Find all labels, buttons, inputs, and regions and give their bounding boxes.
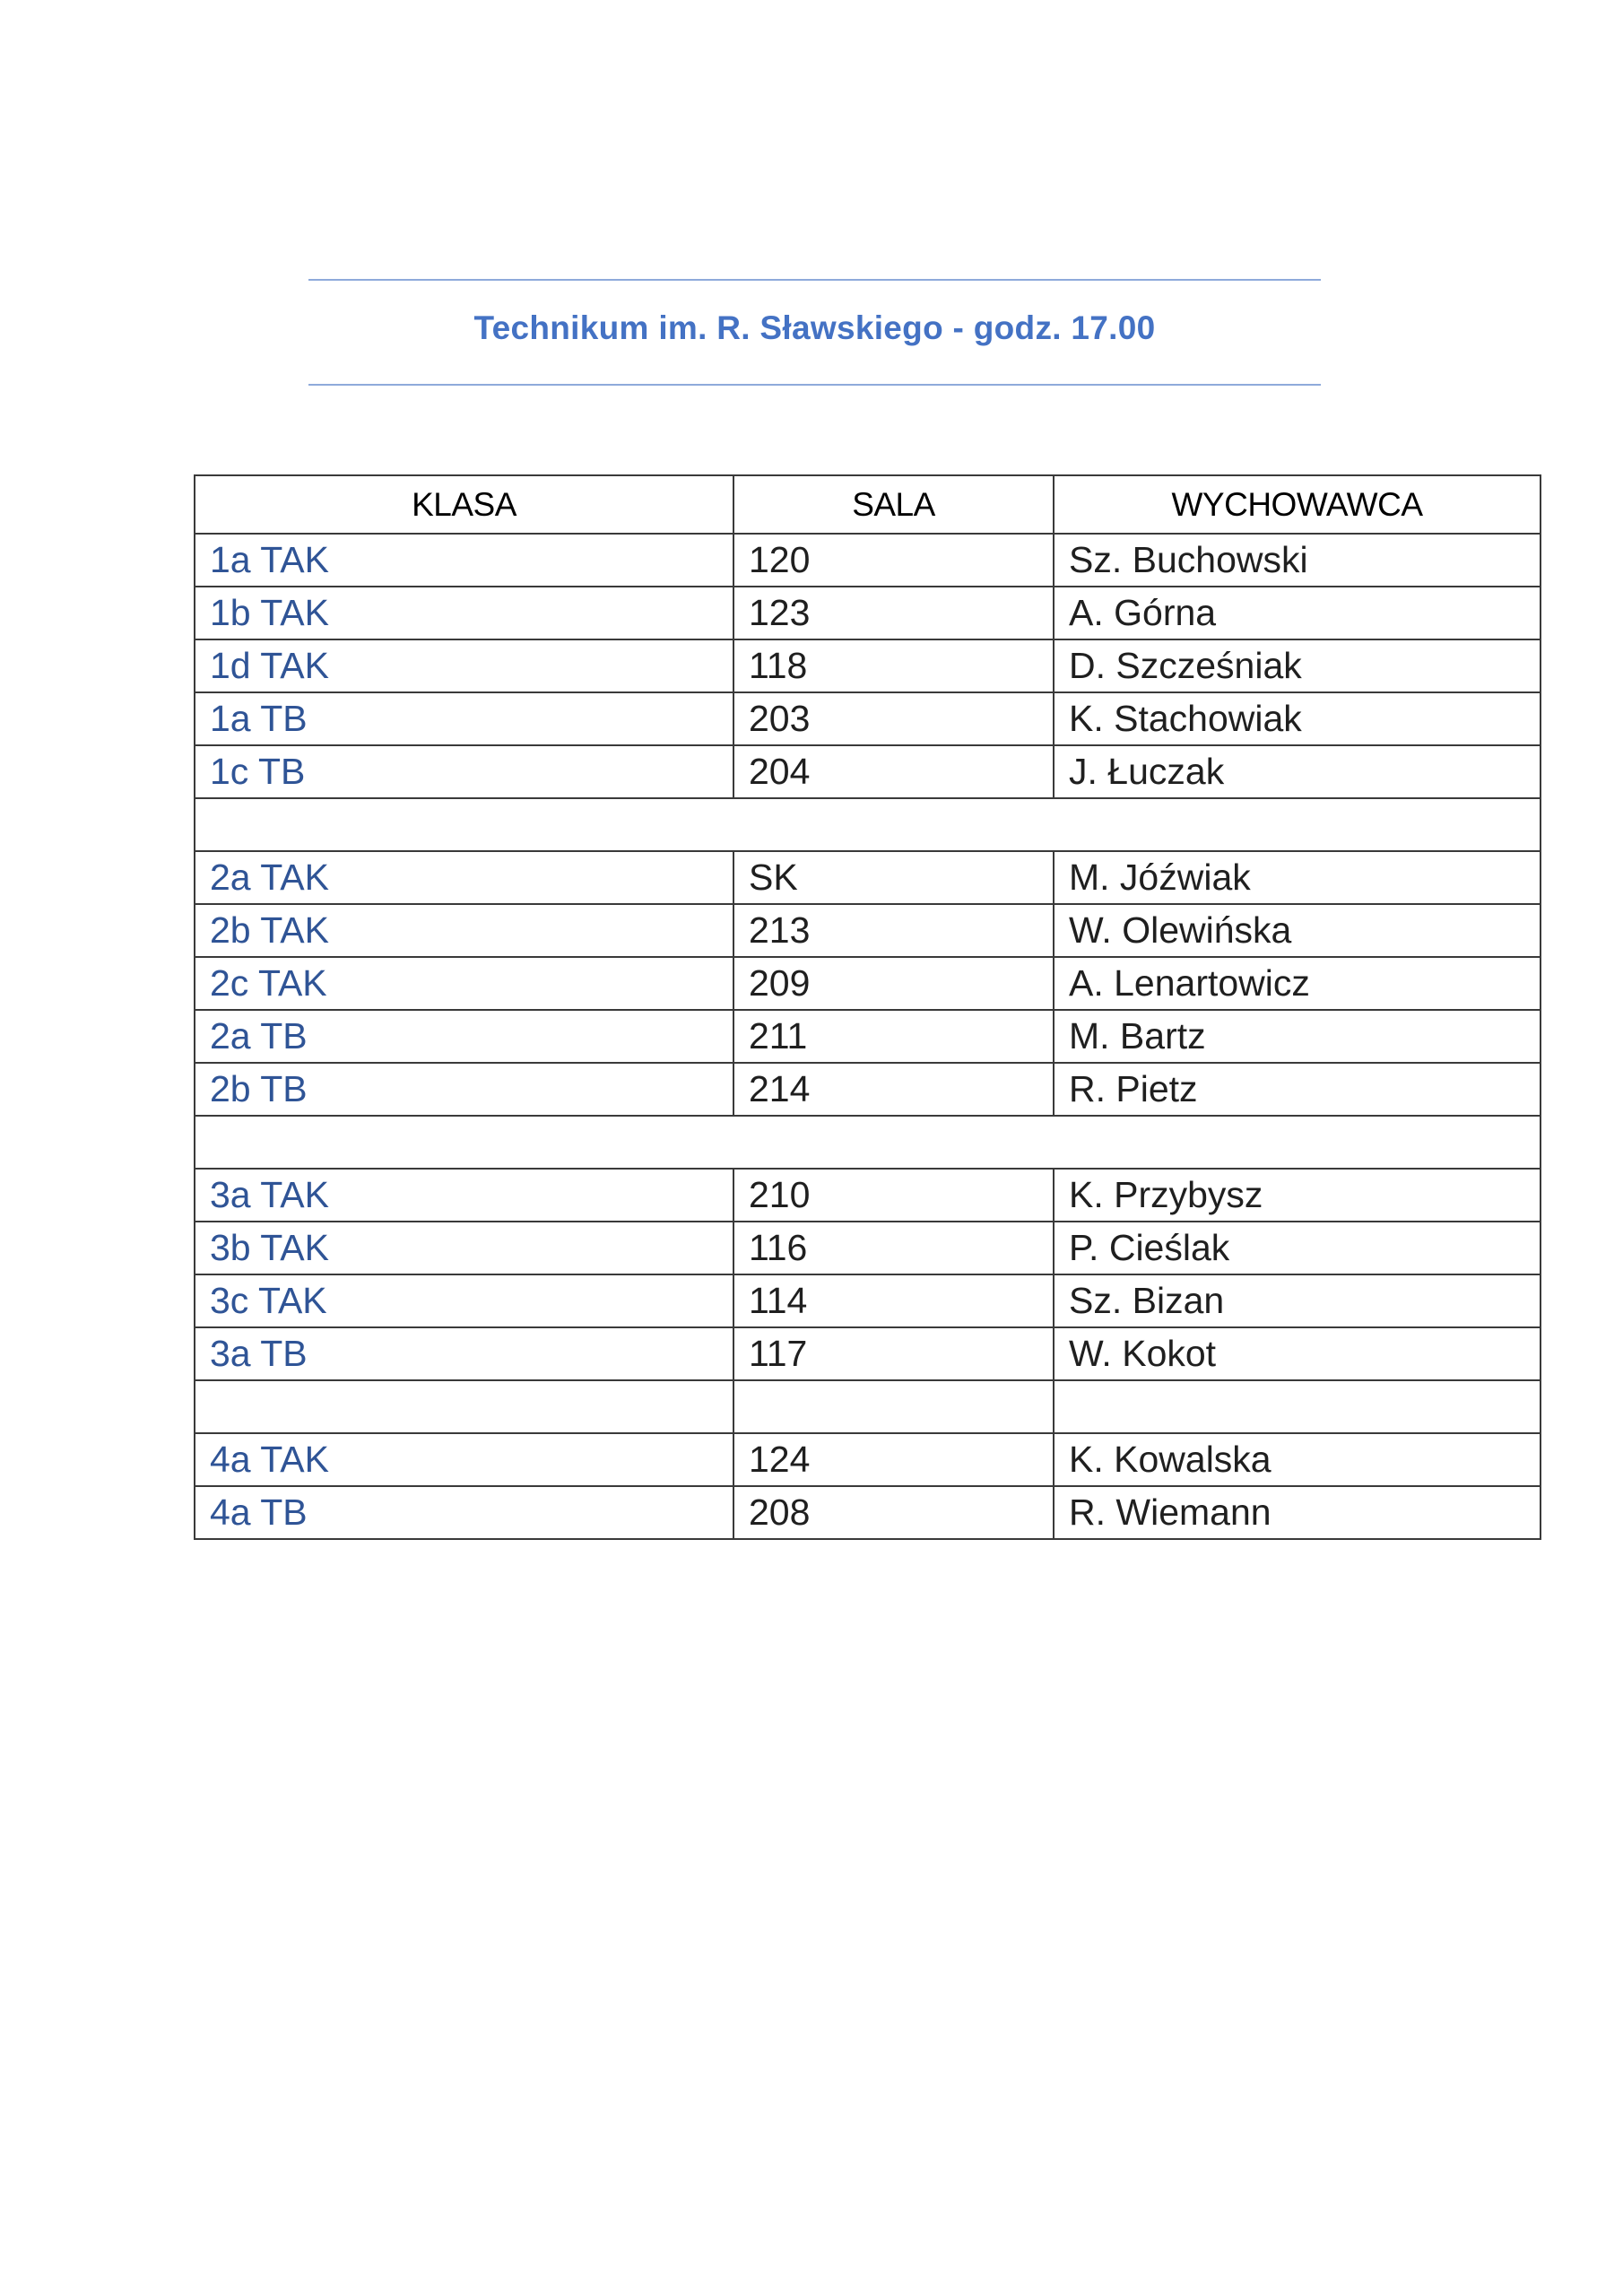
spacer-cell [1054,1380,1541,1433]
klasa-cell: 1c TB [195,745,733,798]
column-header-sala: SALA [733,475,1054,534]
klasa-cell: 1a TAK [195,534,733,587]
table-row [195,1327,1541,1380]
klasa-cell: 4a TB [195,1486,733,1539]
class-roster-table [194,474,1541,1540]
table-row [195,1433,1541,1486]
klasa-cell: 2c TAK [195,957,733,1010]
wychowawca-cell: K. Przybysz [1054,1169,1541,1222]
wychowawca-cell: D. Szcześniak [1054,639,1541,692]
table-row [195,534,1541,587]
header-bottom-rule [308,384,1321,386]
klasa-cell: 3b TAK [195,1222,733,1274]
table-row [195,1169,1541,1222]
table-row [195,904,1541,957]
table-row [195,587,1541,639]
sala-cell: 214 [733,1063,1054,1116]
table-spacer-row [195,1380,1541,1433]
klasa-cell: 3a TB [195,1327,733,1380]
wychowawca-cell: M. Jóźwiak [1054,851,1541,904]
table-row [195,957,1541,1010]
sala-cell: 114 [733,1274,1054,1327]
table-row [195,692,1541,745]
sala-cell: 204 [733,745,1054,798]
table-header-row [195,475,1541,534]
klasa-cell: 3c TAK [195,1274,733,1327]
document-header [308,279,1321,386]
header-top-rule [308,279,1321,281]
wychowawca-cell: M. Bartz [1054,1010,1541,1063]
klasa-cell: 1a TB [195,692,733,745]
wychowawca-cell: A. Lenartowicz [1054,957,1541,1010]
wychowawca-cell: K. Stachowiak [1054,692,1541,745]
wychowawca-cell: A. Górna [1054,587,1541,639]
sala-cell: 211 [733,1010,1054,1063]
wychowawca-cell: Sz. Bizan [1054,1274,1541,1327]
klasa-cell: 2b TB [195,1063,733,1116]
wychowawca-cell: P. Cieślak [1054,1222,1541,1274]
sala-cell: 210 [733,1169,1054,1222]
column-header-wychowawca: WYCHOWAWCA [1054,475,1541,534]
sala-cell: 213 [733,904,1054,957]
sala-cell: 124 [733,1433,1054,1486]
spacer-cell [733,1380,1054,1433]
klasa-cell: 1b TAK [195,587,733,639]
sala-cell: 123 [733,587,1054,639]
table-body [195,534,1541,1539]
column-header-klasa: KLASA [195,475,733,534]
sala-cell: 203 [733,692,1054,745]
sala-cell: 116 [733,1222,1054,1274]
wychowawca-cell: W. Olewińska [1054,904,1541,957]
spacer-cell [195,798,1541,851]
table-row [195,851,1541,904]
sala-cell: 120 [733,534,1054,587]
table-row [195,1274,1541,1327]
klasa-cell: 1d TAK [195,639,733,692]
klasa-cell: 2a TAK [195,851,733,904]
wychowawca-cell: K. Kowalska [1054,1433,1541,1486]
spacer-cell [195,1380,733,1433]
spacer-cell [195,1116,1541,1169]
table-row [195,1010,1541,1063]
klasa-cell: 2b TAK [195,904,733,957]
sala-cell: 208 [733,1486,1054,1539]
sala-cell: 118 [733,639,1054,692]
klasa-cell: 2a TB [195,1010,733,1063]
document-title: Technikum im. R. Sławskiego - godz. 17.00 [473,309,1156,346]
wychowawca-cell: J. Łuczak [1054,745,1541,798]
klasa-cell: 3a TAK [195,1169,733,1222]
table-spacer-row [195,798,1541,851]
sala-cell: SK [733,851,1054,904]
wychowawca-cell: R. Wiemann [1054,1486,1541,1539]
wychowawca-cell: R. Pietz [1054,1063,1541,1116]
table-row [195,745,1541,798]
table-row [195,1222,1541,1274]
sala-cell: 209 [733,957,1054,1010]
wychowawca-cell: Sz. Buchowski [1054,534,1541,587]
sala-cell: 117 [733,1327,1054,1380]
klasa-cell: 4a TAK [195,1433,733,1486]
table-row [195,1486,1541,1539]
table-row [195,1063,1541,1116]
table-row [195,639,1541,692]
wychowawca-cell: W. Kokot [1054,1327,1541,1380]
table-spacer-row [195,1116,1541,1169]
